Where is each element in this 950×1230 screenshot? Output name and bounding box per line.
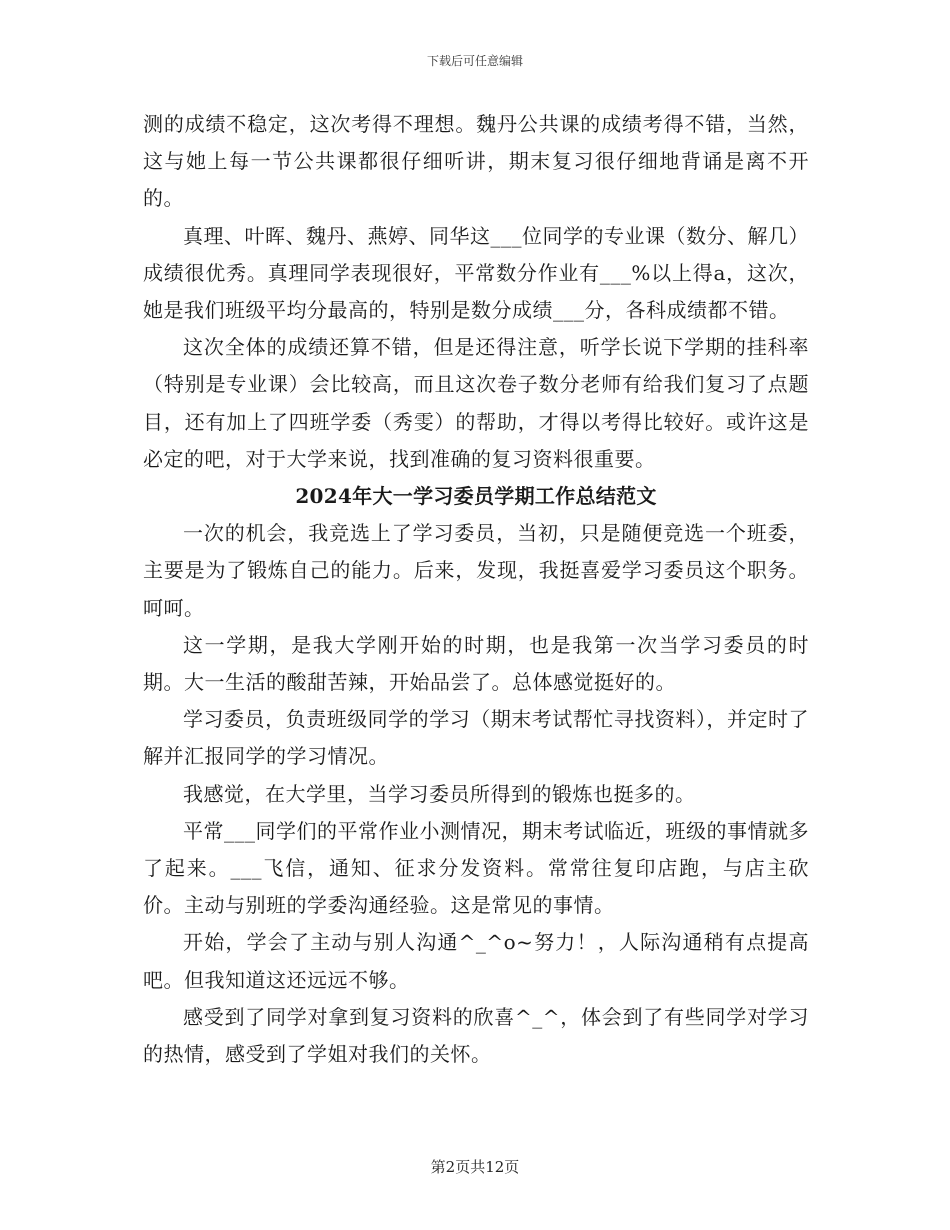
page-header: 下载后可任意编辑: [426, 54, 523, 68]
paragraph: 开始，学会了主动与别人沟通^_^o~努力！，人际沟通稍有点提高吧。但我知道这还远远不够。: [143, 930, 809, 992]
document-body: [143, 106, 809, 1073]
page-footer: 第2页共12页: [430, 1158, 520, 1176]
section-title: 2024年大一学习委员学期工作总结范文: [295, 484, 657, 509]
paragraph: 一次的机会，我竞选上了学习委员，当初，只是随便竞选一个班委，主要是为了锻炼自己的能力。后来，发现，我挺喜爱学习委员这个职务。呵呵。: [143, 521, 809, 620]
paragraph: 这一学期，是我大学刚开始的时期，也是我第一次当学习委员的时期。大一生活的酸甜苦辣，开始品尝了。总体感觉挺好的。: [143, 632, 809, 695]
paragraph: 平常___同学们的平常作业小测情况，期末考试临近，班级的事情就多了起来。___飞信，通知、征求分发资料。常常往复印店跑，与店主砍价。主动与别班的学委沟通经验。这是常见的事情。: [143, 818, 809, 918]
paragraph: 我感觉，在大学里，当学习委员所得到的锻炼也挺多的。: [183, 781, 696, 806]
paragraph-continued: 测的成绩不稳定，这次考得不理想。魏丹公共课的成绩考得不错，当然，这与她上每一节公共课都很仔细听讲，期末复习很仔细地背诵是离不开的。: [143, 112, 809, 211]
paragraph: 真理、叶晖、魏丹、燕婷、同华这___位同学的专业课（数分、解几）成绩很优秀。真理同学表现很好，平常数分作业有___%以上得a，这次，她是我们班级平均分最高的，特别是数分成绩___分，各科成绩都不错。: [143, 223, 809, 323]
paragraph: 感受到了同学对拿到复习资料的欣喜^_^，体会到了有些同学对学习的热情，感受到了学姐对我们的关怀。: [143, 1004, 809, 1067]
paragraph: 这次全体的成绩还算不错，但是还得注意，听学长说下学期的挂科率（特别是专业课）会比较高，而且这次卷子数分老师有给我们复习了点题目，还有加上了四班学委（秀雯）的帮助，才得以考得比较好。或许这是必定的吧，对于大学来说，找到准确的复习资料很重要。: [143, 335, 809, 471]
paragraph: 学习委员，负责班级同学的学习（期末考试帮忙寻找资料），并定时了解并汇报同学的学习情况。: [143, 707, 809, 769]
